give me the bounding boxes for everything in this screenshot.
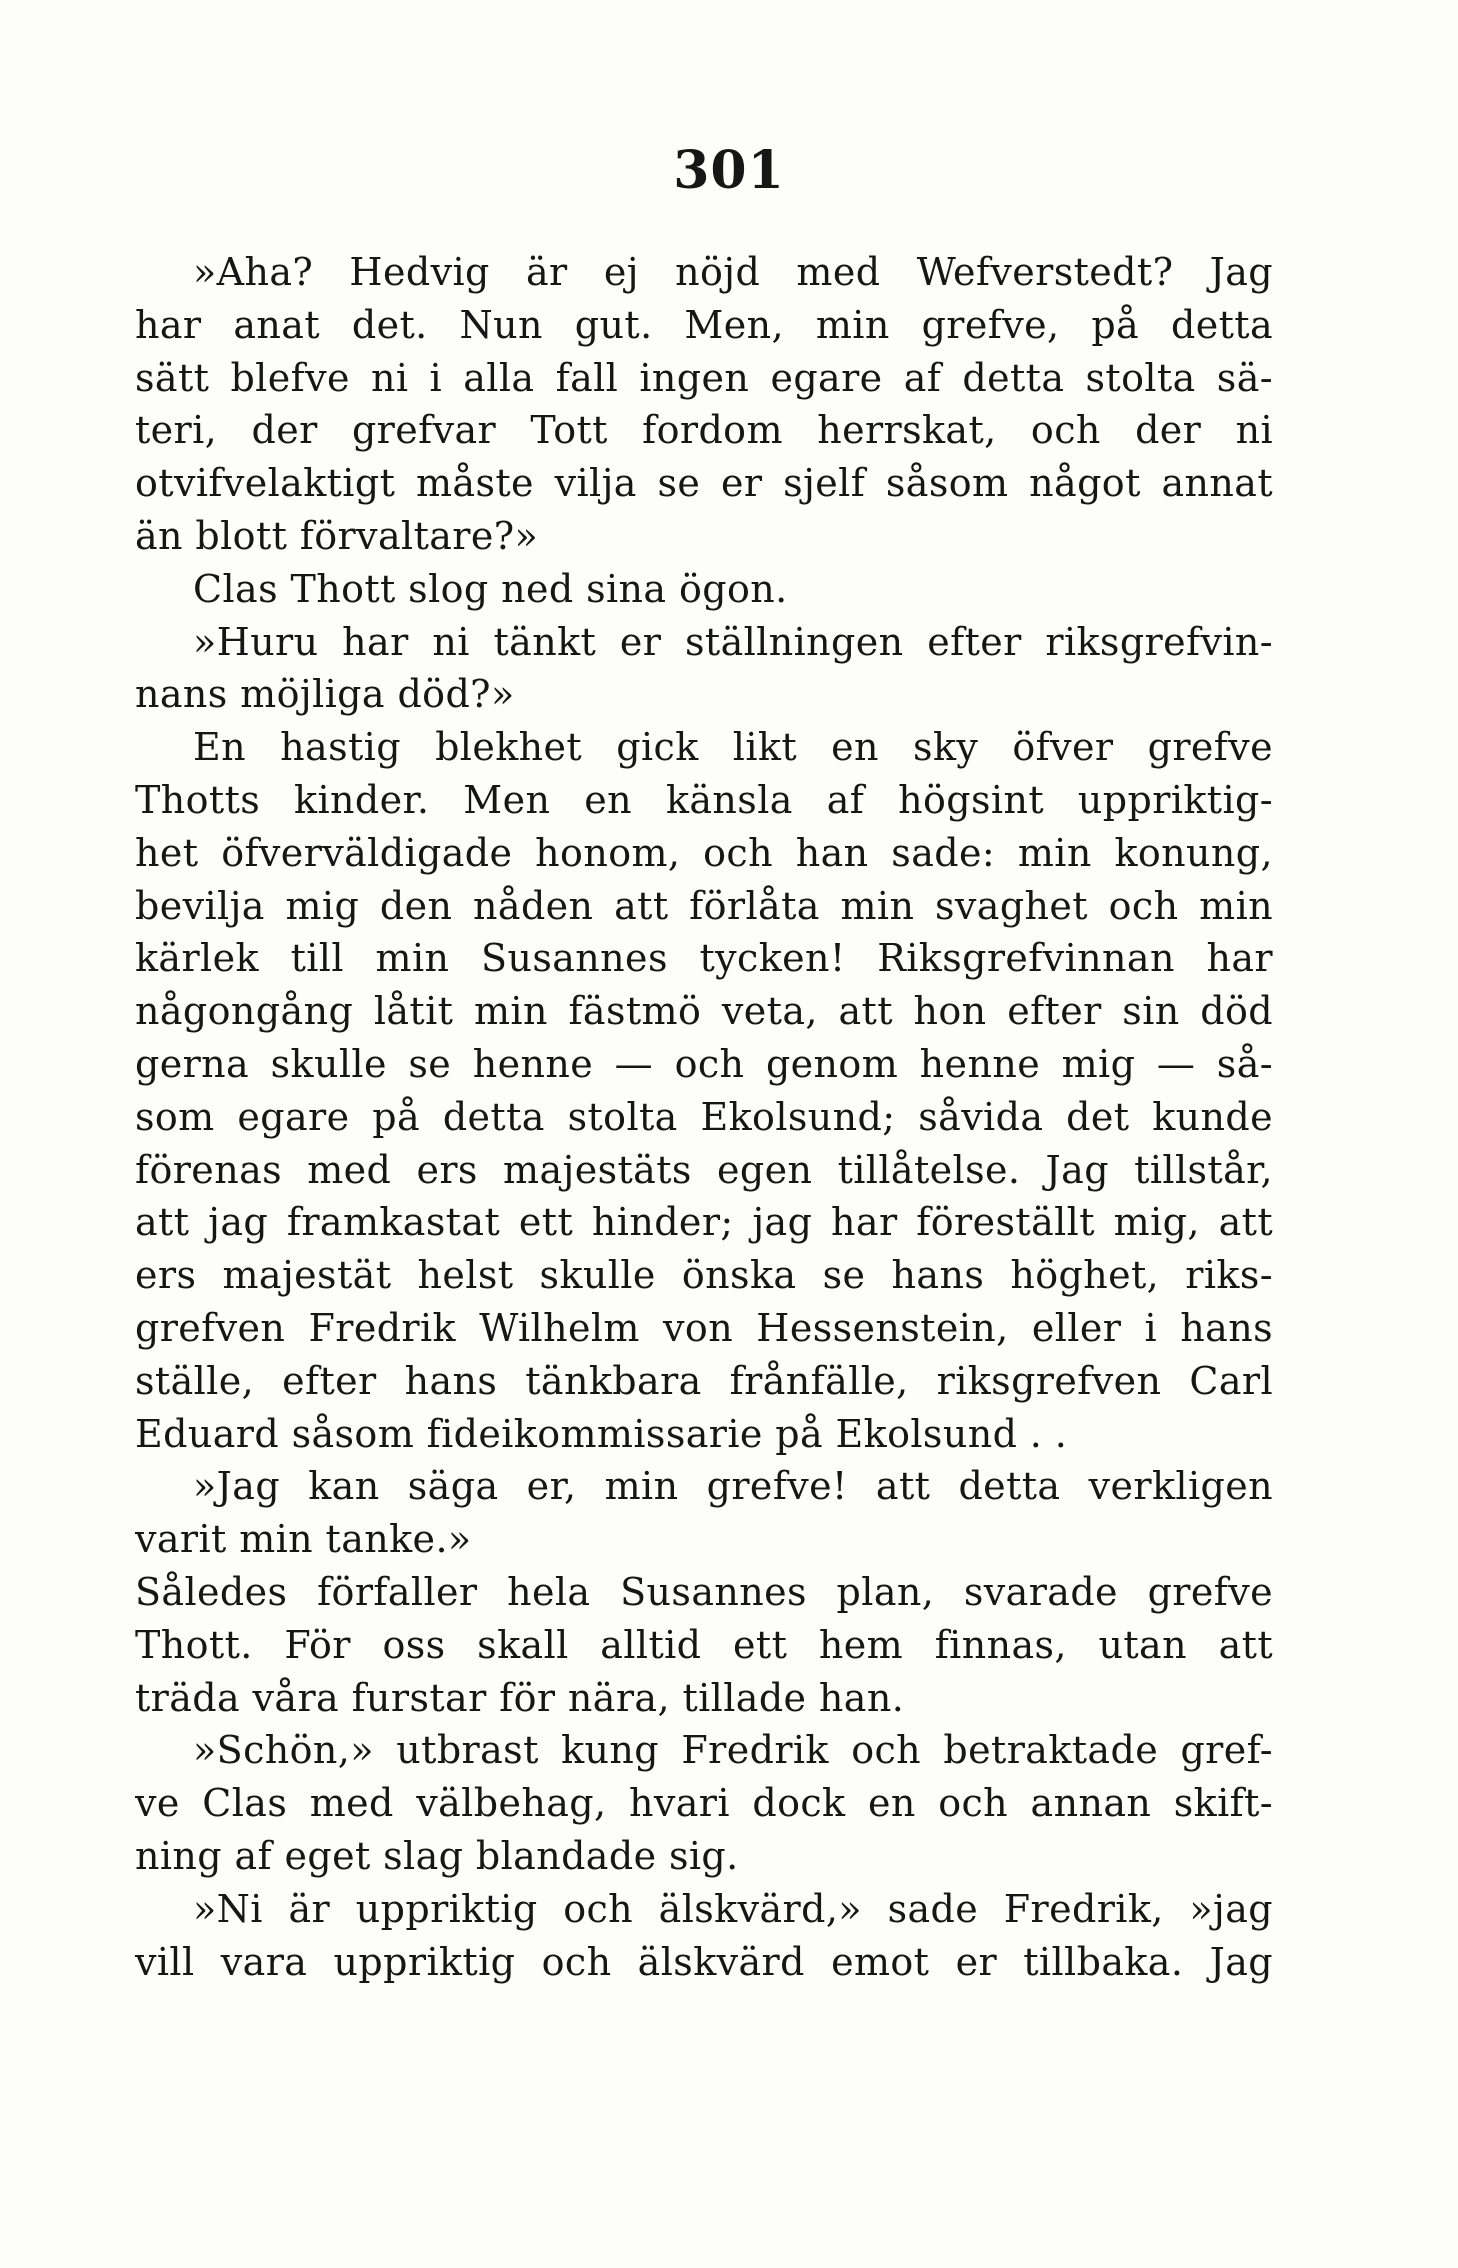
text-line: ve Clas med välbehag, hvari dock en och annan skift- [135, 1781, 1273, 1826]
text-line: som egare på detta stolta Ekolsund; såvida det kunde [135, 1094, 1273, 1139]
text-line: »Aha? Hedvig är ej nöjd med Wefverstedt? Jag [193, 250, 1273, 294]
text-line: bevilja mig den nåden att förlåta min svaghet och min [135, 883, 1273, 928]
text-line: än blott förvaltare?» [135, 513, 539, 558]
text-line: Clas Thott slog ned sina ögon. [193, 566, 788, 611]
text-line: träda våra furstar för nära, tillade han. [135, 1675, 905, 1720]
text-line: någongång låtit min fästmö veta, att hon efter sin död [135, 989, 1273, 1034]
text-line: att jag framkastat ett hinder; jag har föreställt mig, att [135, 1200, 1273, 1245]
text-line: Således förfaller hela Susannes plan, svarade grefve [135, 1569, 1273, 1614]
text-line: »Huru har ni tänkt er ställningen efter riksgrefvin- [193, 619, 1273, 664]
text-line: »Jag kan säga er, min grefve! att detta verkligen [193, 1464, 1273, 1509]
text-line: nans möjliga död?» [135, 672, 515, 717]
text-line: het öfverväldigade honom, och han sade: min konung, [135, 830, 1273, 875]
text-line: En hastig blekhet gick likt en sky öfver grefve [193, 725, 1273, 770]
text-line: »Ni är uppriktig och älskvärd,» sade Fredrik, »jag [193, 1886, 1273, 1931]
text-line: ning af eget slag blandade sig. [135, 1833, 739, 1878]
text-line: gerna skulle se henne — och genom henne mig — så- [135, 1041, 1273, 1086]
text-line: ställe, efter hans tänkbara frånfälle, riksgrefven Carl [135, 1358, 1273, 1403]
text-line: Thott. För oss skall alltid ett hem finnas, utan att [135, 1622, 1273, 1667]
text-line: kärlek till min Susannes tycken! Riksgrefvinnan har [135, 936, 1273, 981]
text-line: Thotts kinder. Men en känsla af högsint uppriktig- [135, 777, 1273, 822]
text-line: grefven Fredrik Wilhelm von Hessenstein, eller i hans [135, 1305, 1273, 1350]
text-line: förenas med ers majestäts egen tillåtelse. Jag tillstår, [135, 1147, 1273, 1192]
body-text [135, 246, 1273, 1988]
text-line: vill vara uppriktig och älskvärd emot er tillbaka. Jag [135, 1939, 1273, 1984]
text-line: »Schön,» utbrast kung Fredrik och betraktade gref- [193, 1728, 1273, 1773]
page-number: 301 [673, 140, 785, 201]
text-line: ers majestät helst skulle önska se hans höghet, riks- [135, 1253, 1273, 1298]
text-line: har anat det. Nun gut. Men, min grefve, på detta [135, 302, 1273, 347]
text-line: otvifvelaktigt måste vilja se er sjelf såsom något annat [135, 461, 1273, 506]
text-line: sätt blefve ni i alla fall ingen egare af detta stolta sä- [135, 355, 1273, 400]
text-line: Eduard såsom fideikommissarie på Ekolsund . . [135, 1411, 1068, 1456]
text-line: teri, der grefvar Tott fordom herrskat, och der ni [135, 408, 1273, 453]
text-line: varit min tanke.» [135, 1517, 472, 1562]
